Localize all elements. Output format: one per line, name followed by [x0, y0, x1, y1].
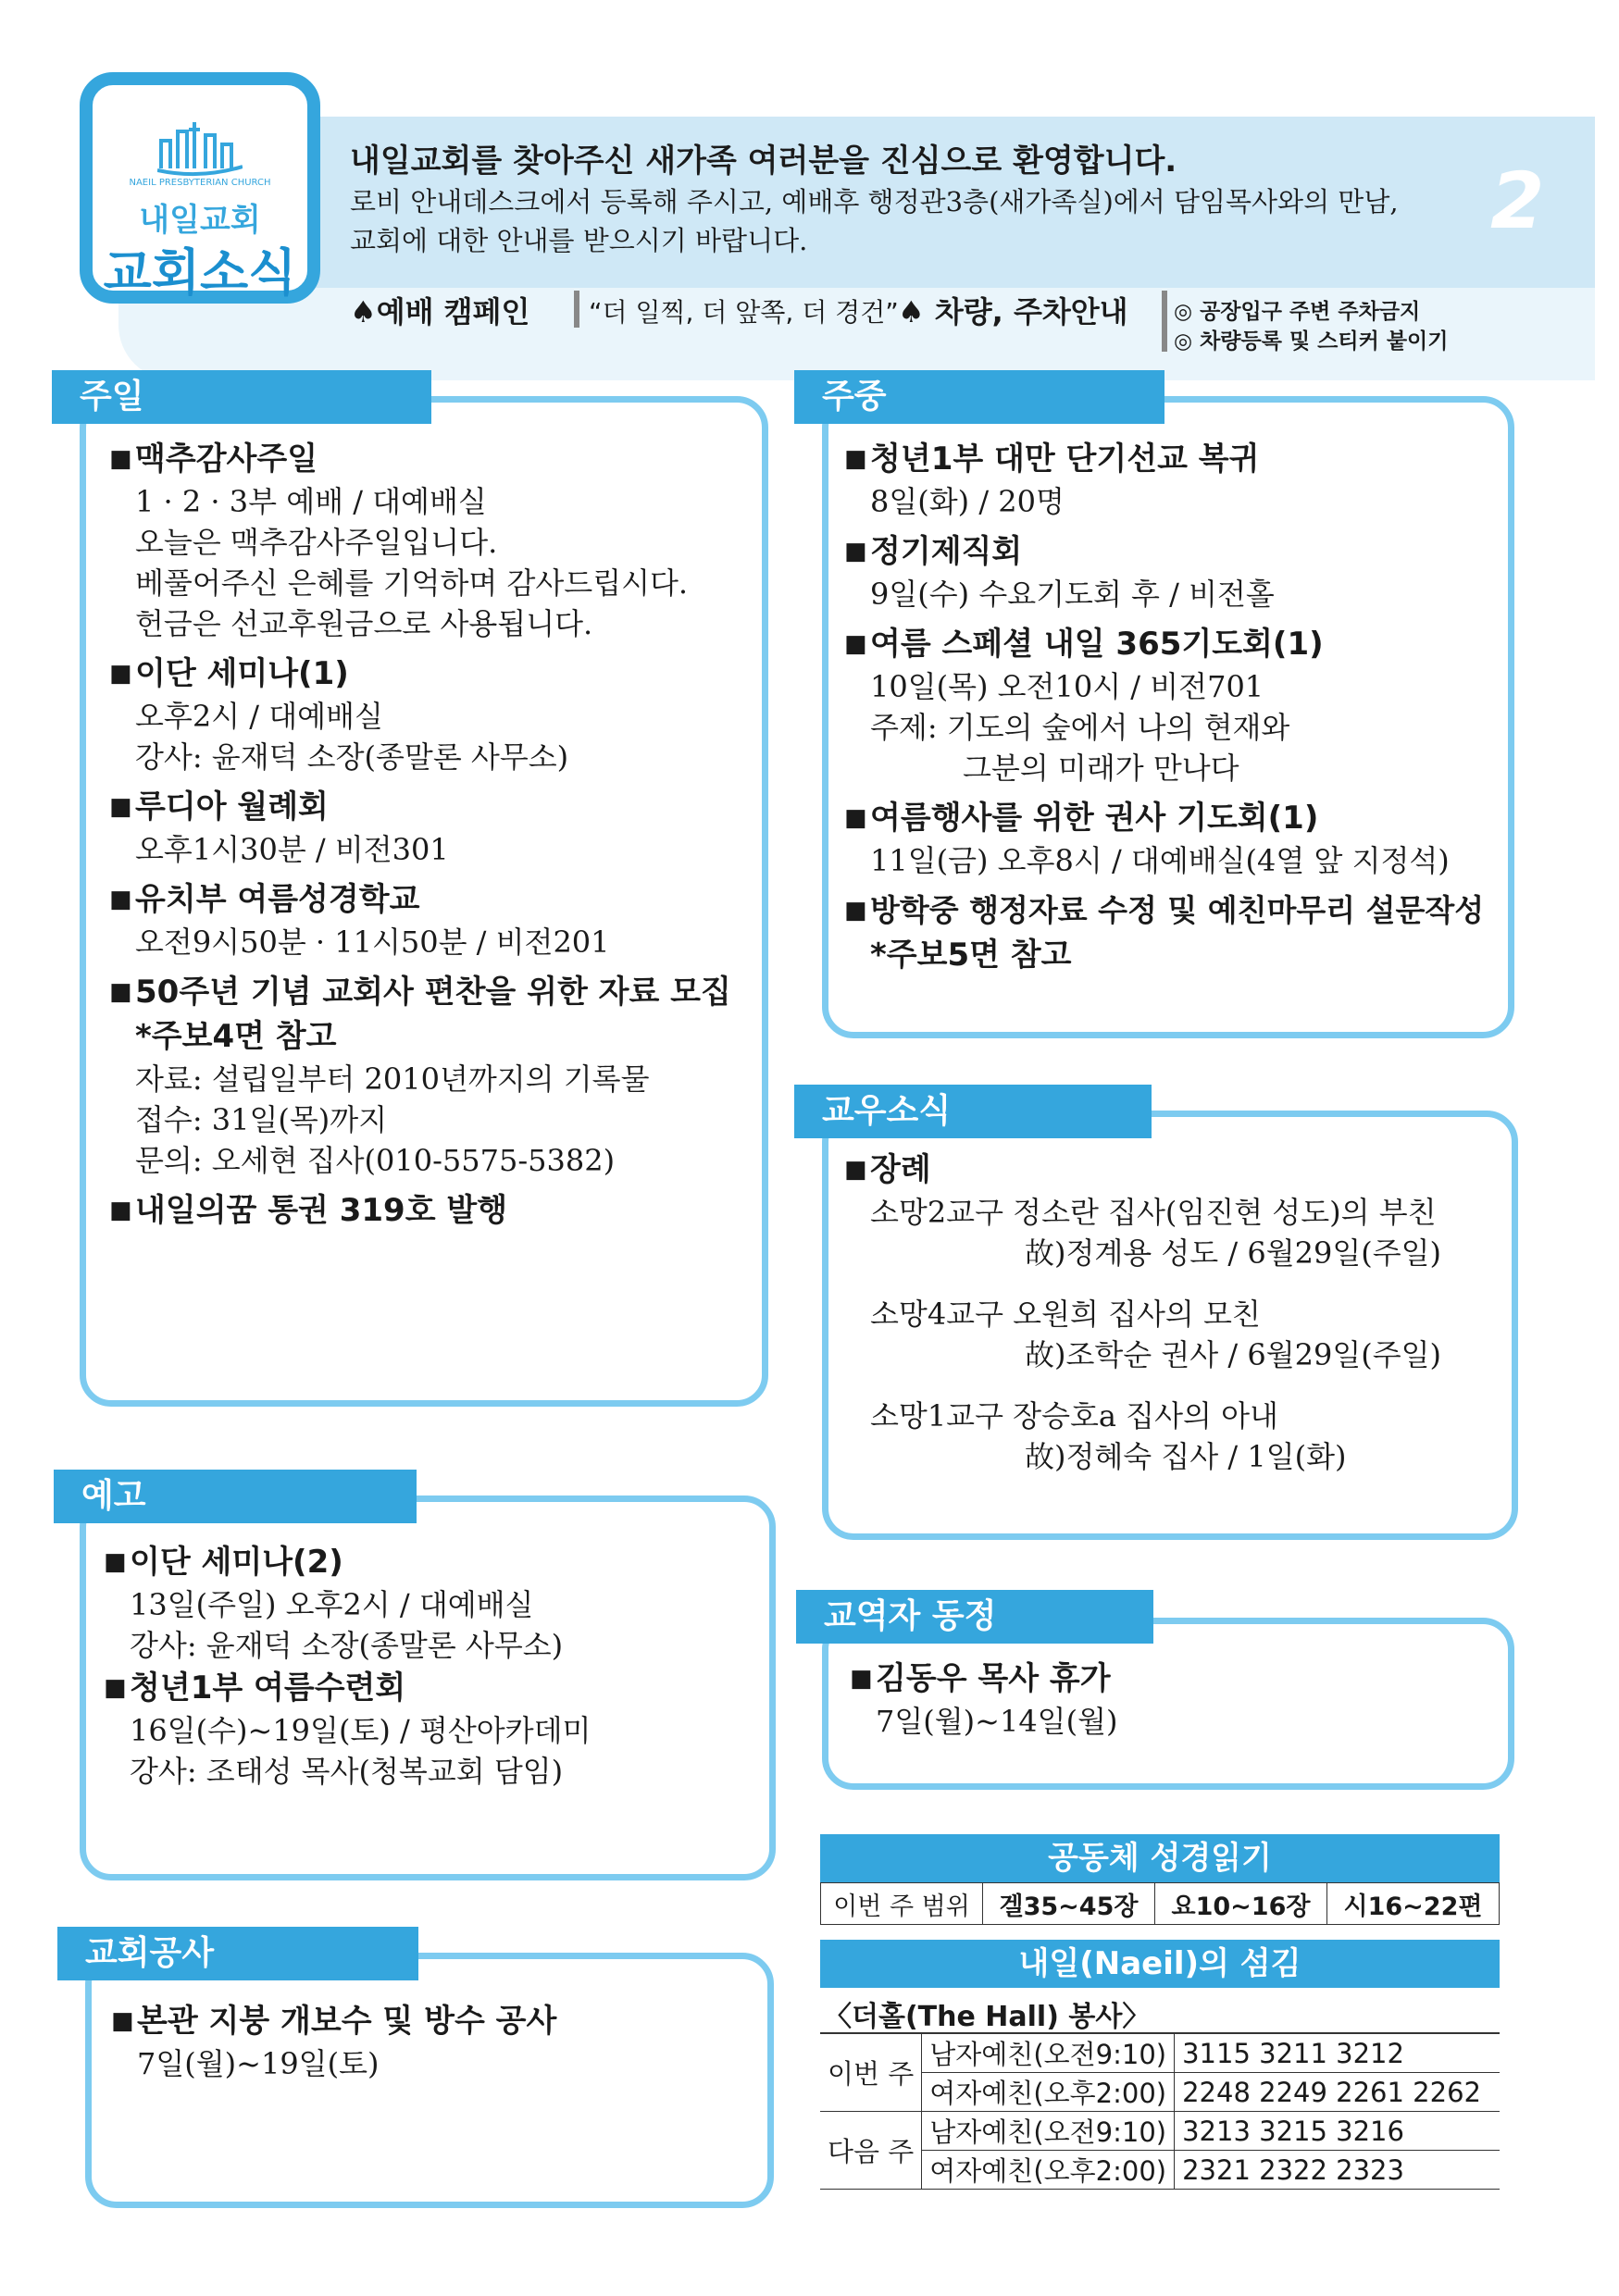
- item-line: 13일(주일) 오후2시 / 대예배실: [130, 1587, 534, 1622]
- item-line: 16일(수)~19일(토) / 평산아카데미: [130, 1713, 592, 1748]
- parking-note: ◎ 차량등록 및 스티커 붙이기: [1174, 329, 1449, 354]
- table-cell: 2321 2322 2323: [1175, 2151, 1500, 2190]
- item-title: ■ 여름행사를 위한 권사 기도회(1): [844, 800, 1319, 837]
- table-cell: 시16~22편: [1327, 1883, 1500, 1925]
- week-label: 이번 주: [820, 2033, 922, 2112]
- logo-box: [80, 72, 320, 304]
- item-line: 그분의 미래가 만나다: [963, 751, 1239, 786]
- service-heading: 내일(Naeil)의 섬김: [820, 1940, 1500, 1988]
- bible-reading-heading: 공동체 성경읽기: [820, 1834, 1500, 1882]
- item-line: 9일(수) 수요기도회 후 / 비전홀: [870, 577, 1275, 612]
- item-title: ■ 50주년 기념 교회사 편찬을 위한 자료 모집: [109, 974, 731, 1011]
- item-line: 오전9시50분 · 11시50분 / 비전201: [135, 925, 610, 960]
- bible-reading-table: [820, 1882, 1500, 1925]
- item-line: 강사: 조태성 목사(청복교회 담임): [130, 1754, 564, 1789]
- item-title: ■ 맥추감사주일: [109, 441, 318, 478]
- item-line: 오후2시 / 대예배실: [135, 699, 383, 734]
- welcome-title: 내일교회를 찾아주신 새가족 여러분을 진심으로 환영합니다.: [350, 143, 1177, 180]
- item-line: 7일(월)~14일(월): [876, 1704, 1118, 1739]
- campaign-text: “더 일찍, 더 앞쪽, 더 경건”: [589, 297, 899, 328]
- sunday-body: [109, 437, 757, 1233]
- notice-heading: 예고: [54, 1470, 417, 1523]
- table-cell: 2248 2249 2261 2262: [1175, 2073, 1500, 2112]
- item-line: 故)조학순 권사 / 6월29일(주일): [1025, 1337, 1442, 1372]
- logo-subtitle: NAEIL PRESBYTERIAN CHURCH: [129, 178, 271, 188]
- item-title: ■ 여름 스페셜 내일 365기도회(1): [844, 626, 1324, 663]
- item-title: ■ 루디아 월례회: [109, 788, 329, 825]
- item-line: 1 · 2 · 3부 예배 / 대예배실: [135, 484, 487, 519]
- item-title: ■ 장례: [844, 1151, 931, 1188]
- table-cell: 여자예친(오후2:00): [922, 2073, 1175, 2112]
- campaign-label: ♠예배 캠페인: [350, 294, 530, 329]
- item-title: ■ 청년1부 여름수련회: [104, 1669, 406, 1706]
- item-line: 오후1시30분 / 비전301: [135, 832, 449, 867]
- item-line: 10일(목) 오전10시 / 비전701: [870, 669, 1264, 704]
- item-title-note: *주보5면 참고: [870, 937, 1072, 974]
- item-title: ■ 이단 세미나(2): [104, 1544, 343, 1581]
- item-line: 오늘은 맥추감사주일입니다.: [135, 525, 498, 560]
- item-title: ■ 방학중 행정자료 수정 및 예친마무리 설문작성: [844, 892, 1485, 928]
- construction-body: [111, 1999, 759, 2084]
- pastors-body: [850, 1657, 1498, 1742]
- item-line: 강사: 윤재덕 소장(종말론 사무소): [135, 739, 569, 775]
- item-line: 소망4교구 오원희 집사의 모친: [870, 1297, 1261, 1332]
- item-title: ■ 내일의꿈 통권 319호 발행: [109, 1192, 508, 1229]
- item-line: 소망2교구 정소란 집사(임진현 성도)의 부친: [870, 1195, 1437, 1230]
- item-line: 故)정계용 성도 / 6월29일(주일): [1025, 1235, 1442, 1271]
- table-cell: 요10~16장: [1155, 1883, 1327, 1925]
- item-title: ■ 유치부 여름성경학교: [109, 881, 420, 918]
- table-cell: 3213 3215 3216: [1175, 2112, 1500, 2151]
- week-label: 다음 주: [820, 2112, 922, 2190]
- welcome-line-2: 교회에 대한 안내를 받으시기 바랍니다.: [350, 225, 808, 256]
- item-line: 故)정혜숙 집사 / 1일(화): [1025, 1439, 1347, 1474]
- item-title: ■ 본관 지붕 개보수 및 방수 공사: [111, 2003, 557, 2040]
- table-cell: 3115 3211 3212: [1175, 2033, 1500, 2073]
- welcome-line-1: 로비 안내데스크에서 등록해 주시고, 예배후 행정관3층(새가족실)에서 담임목사와의 만남,: [350, 186, 1399, 217]
- item-line: 문의: 오세현 집사(010-5575-5382): [135, 1143, 616, 1178]
- construction-heading: 교회공사: [57, 1927, 418, 1980]
- item-line: 헌금은 선교후원금으로 사용됩니다.: [135, 606, 593, 641]
- members-body: [844, 1148, 1511, 1477]
- sunday-heading: 주일: [52, 370, 431, 424]
- item-line: 강사: 윤재덕 소장(종말론 사무소): [130, 1628, 564, 1663]
- notice-body: [104, 1540, 752, 1792]
- pastors-heading: 교역자 동정: [796, 1590, 1153, 1644]
- page-number: 2: [1490, 155, 1545, 246]
- item-line: 주제: 기도의 숲에서 나의 현재와: [870, 710, 1290, 745]
- weekday-body: [844, 437, 1501, 977]
- item-line: 소망1교구 장승호a 집사의 아내: [870, 1398, 1278, 1433]
- parking-note: ◎ 공장입구 주변 주차금지: [1174, 300, 1421, 324]
- divider: [574, 291, 579, 328]
- item-title: ■ 김동우 목사 휴가: [850, 1660, 1111, 1697]
- item-title: ■ 청년1부 대만 단기선교 복귀: [844, 441, 1260, 478]
- table-cell: 남자예친(오전9:10): [922, 2033, 1175, 2073]
- item-line: 7일(월)~19일(토): [137, 2046, 380, 2081]
- service-table: [820, 2032, 1500, 2190]
- weekday-heading: 주중: [794, 370, 1164, 424]
- item-line: 8일(화) / 20명: [870, 484, 1065, 519]
- church-logo-icon: [157, 113, 243, 178]
- item-line: 11일(금) 오후8시 / 대예배실(4열 앞 지정석): [870, 843, 1450, 878]
- members-heading: 교우소식: [794, 1085, 1152, 1138]
- logo-name: 내일교회: [139, 202, 261, 239]
- page-section-title: 교회소식: [103, 243, 297, 302]
- service-subheading: 〈더홀(The Hall) 봉사〉: [824, 2001, 1151, 2033]
- item-title-note: *주보4면 참고: [135, 1018, 337, 1055]
- item-line: 베풀어주신 은혜를 기억하며 감사드립시다.: [135, 565, 689, 601]
- divider: [1162, 291, 1167, 352]
- table-cell: 여자예친(오후2:00): [922, 2151, 1175, 2190]
- table-cell: 남자예친(오전9:10): [922, 2112, 1175, 2151]
- parking-label: ♠ 차량, 주차안내: [898, 294, 1128, 329]
- item-title: ■ 정기제직회: [844, 533, 1023, 570]
- item-line: 자료: 설립일부터 2010년까지의 기록물: [135, 1061, 650, 1097]
- table-cell: 겔35~45장: [983, 1883, 1155, 1925]
- item-line: 접수: 31일(목)까지: [135, 1102, 388, 1137]
- table-cell-label: 이번 주 범위: [821, 1883, 983, 1925]
- item-title: ■ 이단 세미나(1): [109, 655, 349, 692]
